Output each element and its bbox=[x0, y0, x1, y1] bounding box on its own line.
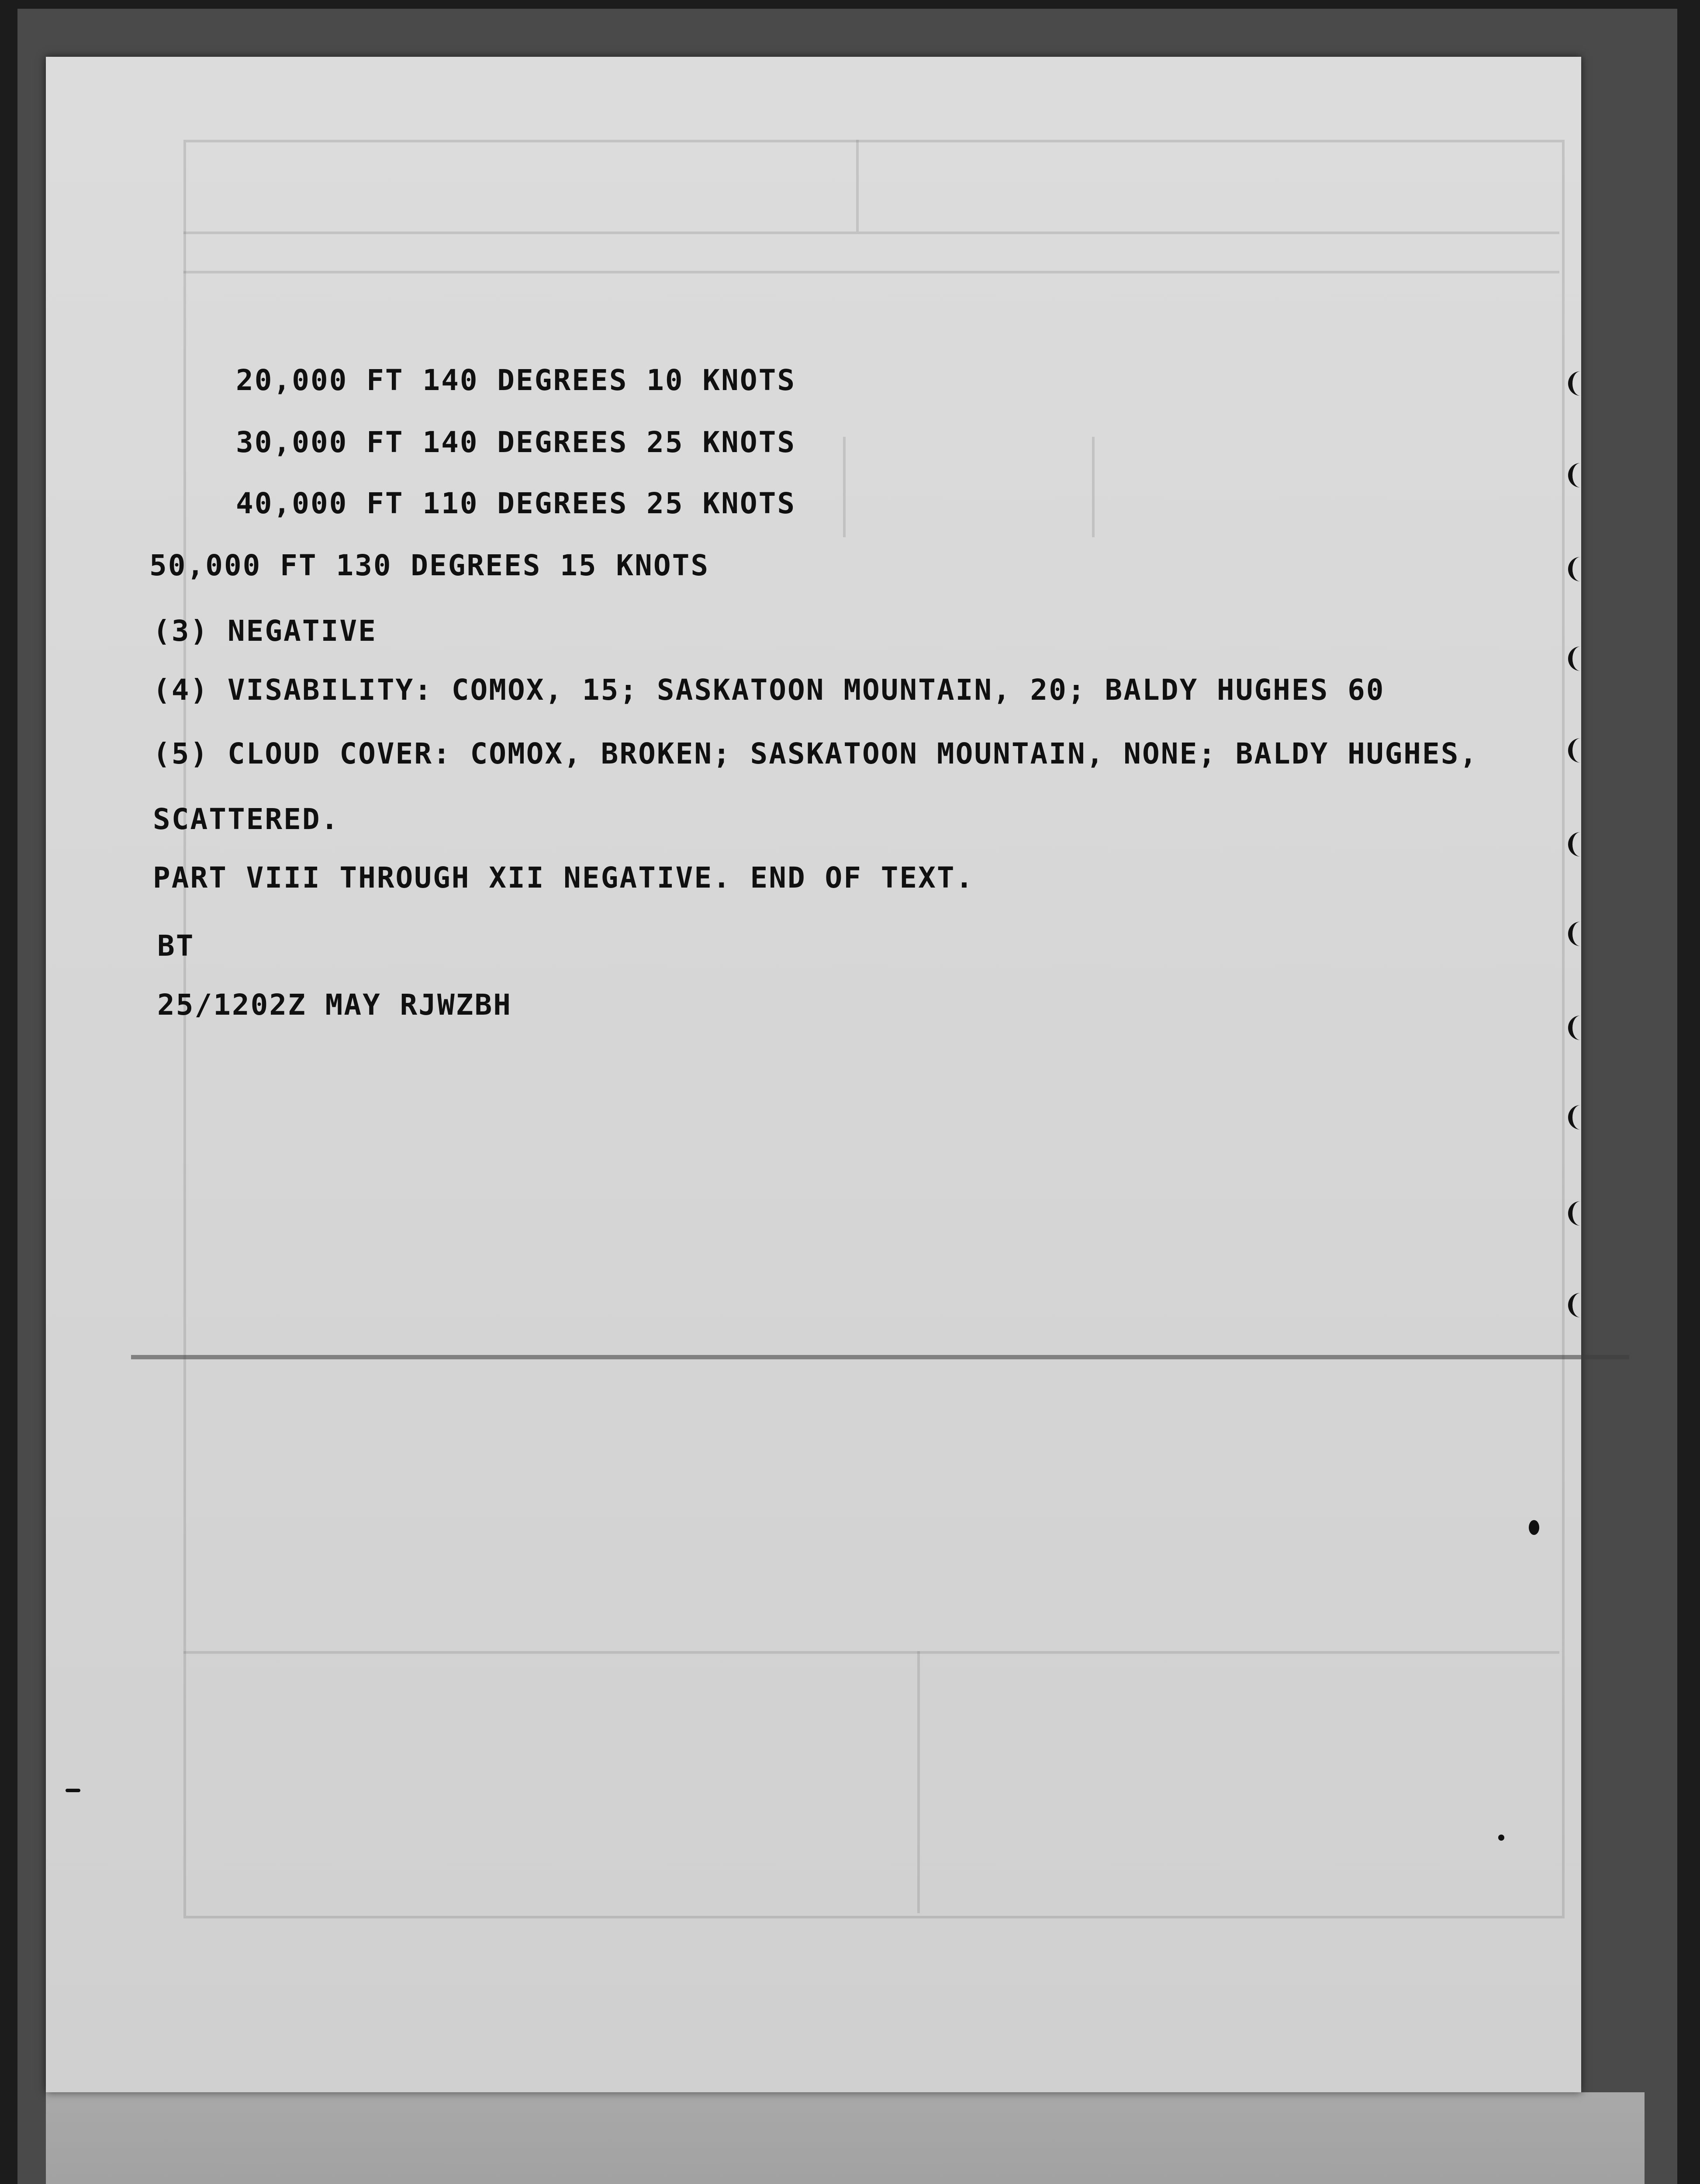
wind-line-50000: 50,000 FT 130 DEGREES 15 KNOTS bbox=[149, 549, 710, 582]
bleed-rule bbox=[843, 437, 846, 537]
bleed-rule bbox=[1092, 437, 1095, 537]
film-margin bbox=[46, 2092, 1645, 2184]
parts-negative-line: PART VIII THROUGH XII NEGATIVE. END OF TEXT. bbox=[153, 861, 974, 895]
wind-line-20000: 20,000 FT 140 DEGREES 10 KNOTS bbox=[236, 363, 796, 397]
break-marker: BT bbox=[157, 929, 195, 963]
wind-line-40000: 40,000 FT 110 DEGREES 25 KNOTS bbox=[236, 487, 796, 520]
ink-speck bbox=[1529, 1520, 1539, 1535]
ink-speck bbox=[1498, 1835, 1504, 1841]
date-time-group: 25/1202Z MAY RJWZBH bbox=[157, 988, 512, 1022]
item-4-visibility: (4) VISABILITY: COMOX, 15; SASKATOON MOUNTAIN, 20; BALDY HUGHES 60 bbox=[153, 673, 1385, 707]
bleed-rule bbox=[183, 271, 1559, 273]
bleed-rule bbox=[856, 140, 859, 232]
item-3-negative: (3) NEGATIVE bbox=[153, 614, 377, 648]
bleed-rule bbox=[183, 232, 1559, 234]
bleed-rule bbox=[183, 1651, 1559, 1654]
bleed-rule bbox=[917, 1651, 920, 1913]
item-5-continued: SCATTERED. bbox=[153, 802, 340, 836]
strike-through-line bbox=[131, 1355, 1629, 1359]
item-5-cloud-cover: (5) CLOUD COVER: COMOX, BROKEN; SASKATOON MOUNTAIN, NONE; BALDY HUGHES, bbox=[153, 737, 1479, 771]
ink-speck bbox=[66, 1789, 80, 1792]
wind-line-30000: 30,000 FT 140 DEGREES 25 KNOTS bbox=[236, 425, 796, 459]
